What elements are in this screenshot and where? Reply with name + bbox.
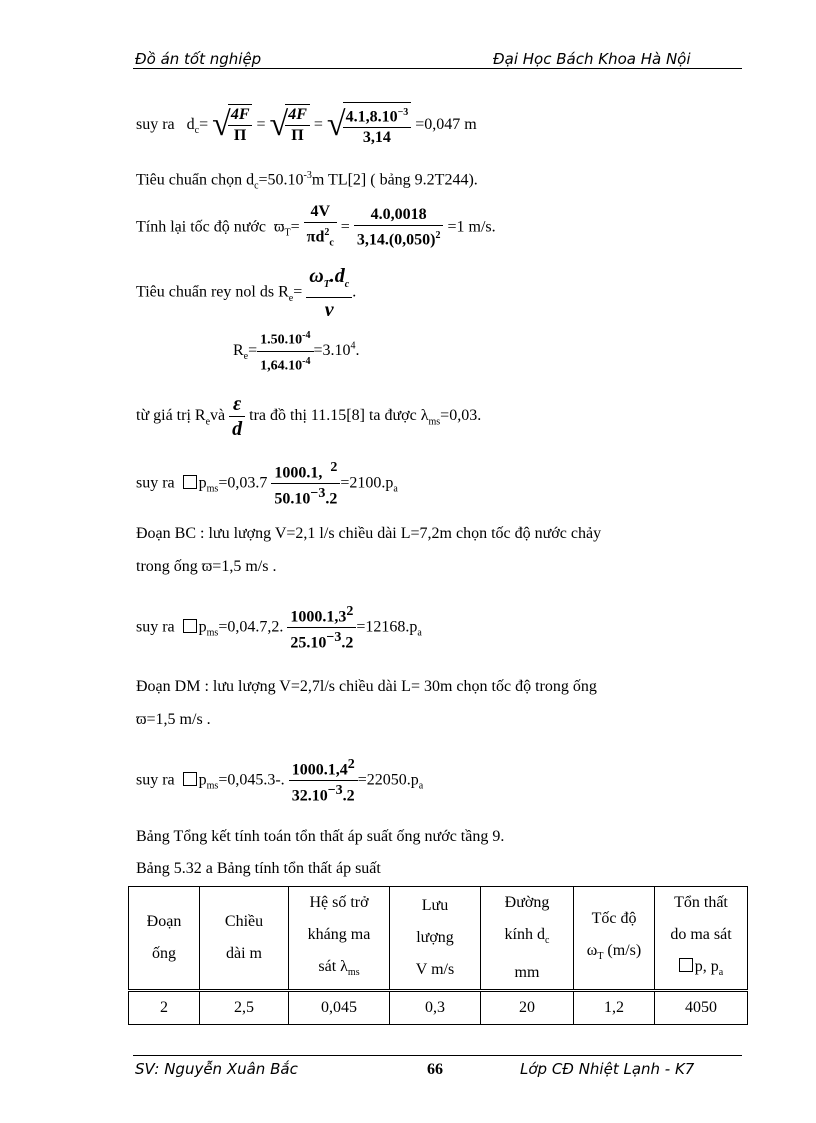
paragraph-bc-line2: trong ống ϖ=1,5 m/s . — [136, 558, 277, 575]
text: p — [198, 618, 207, 636]
text: lượng — [416, 929, 454, 947]
sub: e — [288, 292, 294, 304]
paragraph-dm-line2: ϖ=1,5 m/s . — [136, 711, 211, 728]
text: Hệ số trở — [309, 894, 369, 911]
cell: 1,2 — [574, 991, 655, 1025]
text: Tiêu chuẩn chọn d — [136, 171, 255, 189]
text: =0,045.3-. — [218, 771, 285, 789]
col-header-segment — [129, 887, 200, 991]
text: suy ra — [136, 771, 175, 789]
paragraph-dp-2 — [136, 602, 422, 654]
den1: Π — [233, 127, 247, 145]
sup: −3 — [310, 486, 326, 502]
result: =2100.p — [340, 474, 394, 492]
sup: -4 — [302, 330, 311, 341]
den: 50.10 — [274, 490, 311, 508]
sqrt-1: √ $\frac{4F}{\Pi}$ — [212, 104, 252, 146]
text: p — [198, 771, 207, 789]
footer-left: SV: Nguyễn Xuân Bắc — [135, 1060, 298, 1078]
delta-box-icon — [183, 475, 197, 489]
sub: ms — [206, 627, 219, 639]
text: dài m — [226, 945, 262, 963]
text: từ giá trị R — [136, 407, 206, 425]
footer-right: Lớp CĐ Nhiệt Lạnh - K7 — [520, 1060, 695, 1078]
num: ω — [309, 265, 324, 287]
sub: e — [205, 416, 211, 428]
sub: a — [718, 967, 724, 979]
col-header-loss — [655, 887, 748, 991]
num2: 4F — [285, 105, 310, 126]
text: =0,03. — [440, 407, 482, 425]
den: πd — [306, 228, 325, 246]
table-header-row — [129, 887, 748, 991]
text: ống — [152, 945, 176, 963]
den-tail: .2 — [325, 490, 338, 508]
header-right: Đại Học Bách Khoa Hà Nội — [493, 50, 691, 68]
num: 1.50.10 — [260, 332, 303, 348]
sup: -4 — [302, 355, 311, 367]
text: và — [210, 407, 226, 425]
sup: 4 — [350, 340, 356, 352]
num3-exp: −3 — [397, 107, 409, 118]
result: =22050.p — [357, 771, 419, 789]
text: p, p — [694, 958, 719, 975]
paragraph-dp-3 — [136, 755, 423, 807]
col-header-flow — [390, 887, 481, 991]
summary-caption: Bảng Tổng kết tính toán tổn thất áp suất ống nước tầng 9. — [136, 828, 505, 845]
col-header-velocity — [574, 887, 655, 991]
num: 1000.1, — [274, 464, 323, 482]
page-number: 66 — [427, 1061, 443, 1078]
cell: 20 — [481, 991, 574, 1025]
paragraph-standard-dc — [136, 170, 478, 192]
tail: . — [355, 341, 360, 359]
fraction — [271, 458, 340, 510]
sub: c — [254, 180, 259, 192]
den: 32.10 — [291, 787, 328, 805]
paragraph-velocity: Tính lại tốc độ nước $ϖ_T=$ $\frac{4V}{\pi d^2_c}$ = $\frac{4.0,0018}{3,14.(0,050)^2}$ =1 m/s. — [136, 202, 496, 254]
den: d — [232, 418, 243, 440]
num: 4V — [304, 202, 337, 223]
text: do ma sát — [670, 926, 732, 943]
header-left: Đồ án tốt nghiệp — [135, 50, 262, 68]
table-caption: Bảng 5.32 a Bảng tính tổn thất áp suất — [136, 860, 381, 877]
text: Đoạn — [146, 913, 182, 931]
eq: = — [290, 218, 300, 236]
paragraph-bc-line1: Đoạn BC : lưu lượng V=2,1 l/s chiều dài L=7,2m chọn tốc độ nước chảy — [136, 525, 602, 542]
footer-rule — [133, 1055, 742, 1056]
eq: = — [293, 283, 303, 301]
sup: -3 — [303, 170, 312, 181]
text: Tiêu chuẩn rey nol ds R — [136, 283, 289, 301]
lhs-sub: c — [194, 125, 200, 137]
sup: 2 — [324, 227, 330, 238]
header-rule — [133, 68, 742, 69]
delta-box-icon — [183, 619, 197, 633]
text: m TL[2] ( bảng 9.2T244). — [311, 171, 478, 189]
sub: c — [545, 935, 550, 947]
result: =0,047 m — [415, 115, 477, 133]
text: kháng ma — [307, 926, 371, 943]
result: =1 m/s. — [447, 218, 496, 236]
lhs: d — [186, 115, 195, 133]
col-header-diameter — [481, 887, 574, 991]
fraction — [304, 202, 337, 254]
text: ω — [586, 942, 598, 959]
paragraph-dp-1 — [136, 458, 398, 510]
col-header-length — [200, 887, 289, 991]
cell: 4050 — [655, 991, 748, 1025]
cell: 0,045 — [289, 991, 390, 1025]
den: ν — [324, 299, 334, 321]
num3: 4.1,8.10 — [345, 108, 398, 126]
col-header-friction — [289, 887, 390, 991]
text: =50.10 — [258, 171, 304, 189]
sqrt-2: √ $\frac{4F}{\Pi}$ — [270, 104, 310, 146]
delta-box-icon — [679, 958, 693, 972]
paragraph-re-value — [233, 326, 360, 376]
sup: 2 — [330, 460, 338, 475]
omega-symbol: ϖ — [274, 218, 285, 236]
result: =12168.p — [356, 618, 418, 636]
text: p — [198, 474, 207, 492]
fraction — [289, 755, 358, 807]
sub: a — [393, 483, 398, 495]
table-row — [129, 991, 748, 1025]
paragraph-lambda — [136, 392, 481, 441]
fraction — [257, 326, 313, 376]
sup: −3 — [326, 630, 342, 646]
text: =0,03.7 — [218, 474, 268, 492]
text: V m/s — [415, 961, 455, 979]
text: sát λ — [318, 958, 348, 975]
text: kính d — [504, 926, 545, 943]
text: Chiều — [224, 913, 264, 931]
sup: 2 — [435, 230, 441, 242]
text: mm — [514, 964, 540, 982]
text: Tổn thất — [674, 894, 728, 911]
den3: 3,14 — [362, 129, 391, 147]
den: 1,64.10 — [260, 358, 303, 374]
num: ε — [229, 392, 245, 417]
eq-sign: = — [199, 115, 209, 133]
den-tail: .2 — [342, 787, 355, 805]
fraction — [306, 264, 352, 322]
lead-text: suy ra — [136, 115, 175, 133]
text: (m/s) — [607, 942, 642, 959]
equation-dc: suy ra $d_c=$ √ $\frac{4F}{\Pi}$ = √ $\frac{4F}{\Pi}$ = √ $\frac{4.1,8.10^{-3}}{3,14}$ =0,047 m — [136, 102, 477, 148]
text: Lưu — [421, 897, 449, 915]
den2: Π — [291, 127, 304, 145]
den-tail: .2 — [341, 634, 354, 652]
sub: c — [344, 279, 350, 290]
paragraph-reynolds — [136, 264, 356, 322]
num-b: .d — [329, 265, 345, 287]
sub: T — [597, 951, 604, 963]
cell: 0,3 — [390, 991, 481, 1025]
sub: ms — [206, 483, 219, 495]
fraction — [287, 602, 356, 654]
num1: 4F — [228, 105, 253, 126]
text: R — [233, 341, 244, 359]
cell: 2 — [129, 991, 200, 1025]
sub: ms — [347, 967, 360, 979]
num: 1000.1,3 — [290, 608, 347, 626]
pressure-loss-table — [128, 886, 748, 1025]
sub: a — [418, 780, 424, 792]
text: Tính lại tốc độ nước — [136, 218, 266, 236]
eq: = — [248, 341, 258, 359]
fraction — [354, 205, 444, 250]
tail: . — [352, 283, 357, 301]
fraction — [229, 392, 245, 441]
sub: a — [417, 627, 422, 639]
sub: ms — [428, 416, 441, 428]
sub: c — [329, 237, 334, 249]
text: tra đồ thị 11.15[8] ta được λ — [249, 407, 429, 425]
sqrt-3: √ $\frac{4.1,8.10^{-3}}{3,14}$ — [327, 102, 411, 148]
sub: e — [243, 351, 249, 363]
sup: 2 — [346, 604, 354, 619]
den: 25.10 — [290, 634, 327, 652]
text: suy ra — [136, 618, 175, 636]
sub: T — [323, 279, 330, 290]
den: 3,14.(0,050) — [356, 231, 436, 249]
delta-box-icon — [183, 772, 197, 786]
text: suy ra — [136, 474, 175, 492]
text: Tốc độ — [591, 910, 637, 927]
num: 1000.1,4 — [291, 761, 348, 779]
result: =3.10 — [313, 341, 351, 359]
sub: T — [284, 227, 291, 239]
sub: ms — [206, 780, 219, 792]
text: Đường — [504, 894, 550, 911]
cell: 2,5 — [200, 991, 289, 1025]
num: 4.0,0018 — [354, 205, 444, 226]
paragraph-dm-line1: Đoạn DM : lưu lượng V=2,7l/s chiều dài L= 30m chọn tốc độ trong ống — [136, 678, 597, 695]
sup: 2 — [347, 757, 355, 772]
sup: −3 — [327, 783, 343, 799]
text: =0,04.7,2. — [218, 618, 284, 636]
